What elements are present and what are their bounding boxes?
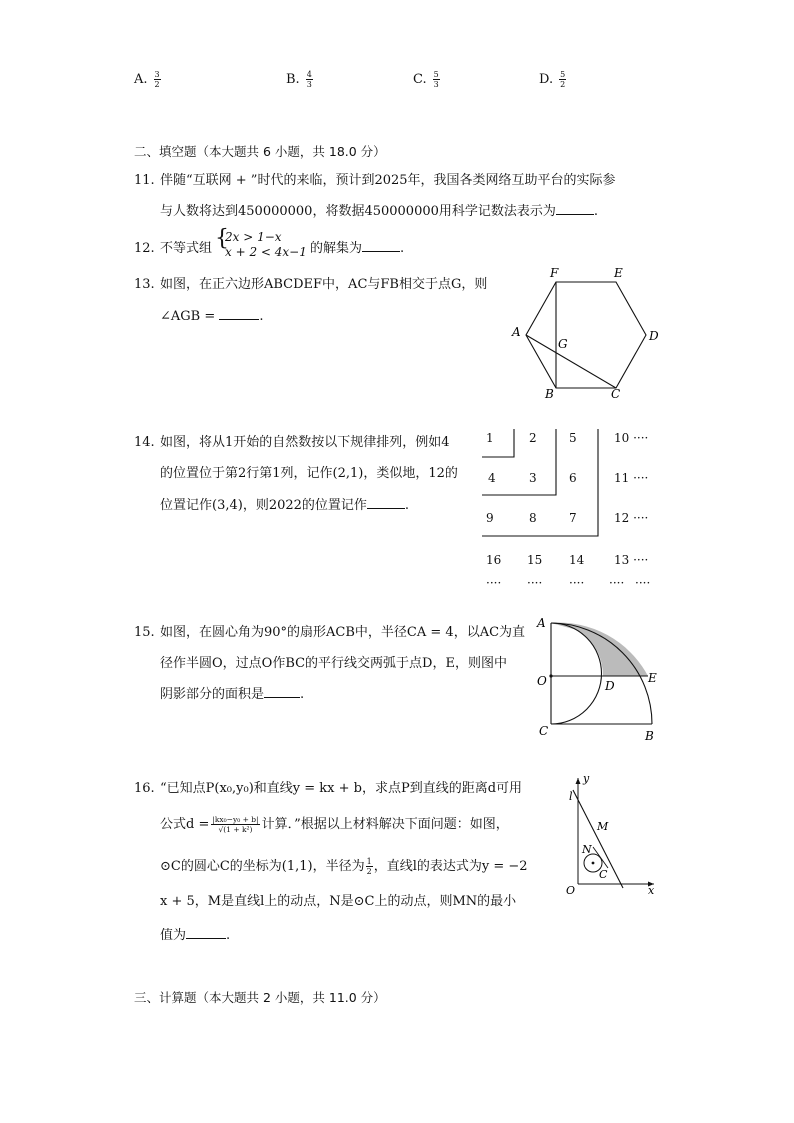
grid-ellipsis: ···· [486, 576, 502, 590]
label-n: N [582, 843, 592, 856]
question-16-line1: “已知点P(x₀,y₀)和直线y = kx + b，求点P到直线的距离d可用 [160, 781, 523, 796]
label-a: A [512, 325, 521, 339]
label-m: M [597, 820, 609, 833]
grid-cell: 2 [529, 431, 537, 445]
label-b: B [545, 387, 554, 401]
hexagon-shape [526, 282, 646, 388]
shaded-region [551, 623, 648, 676]
question-14-line2: 的位置位于第2行第1列，记作(2,1)，类似地，12的 [160, 466, 458, 481]
label-e: E [614, 266, 623, 280]
grid-lines [478, 425, 663, 595]
question-13-number: 13. [134, 277, 155, 292]
grid-cell: 1 [486, 431, 494, 445]
grid-ellipsis: ···· [569, 576, 585, 590]
label-c: C [599, 868, 608, 881]
hexagon-figure [505, 262, 665, 402]
label-c: C [539, 724, 549, 738]
sector-figure [533, 612, 665, 747]
label-l: l [569, 790, 573, 803]
question-13-line1: 如图，在正六边形ABCDEF中，AC与FB相交于点G，则 [160, 277, 488, 292]
question-12-prefix: 不等式组 [160, 241, 213, 256]
option-b: B. $\frac{4}{3}$ [286, 70, 312, 89]
question-12-number: 12. [134, 241, 155, 256]
grid-cell: 16 [486, 553, 502, 567]
question-13-line2: ∠AGB = . [160, 309, 264, 324]
label-y: y [583, 772, 590, 785]
grid-cell: 9 [486, 511, 494, 525]
answer-blank[interactable] [556, 214, 594, 215]
grid-cell: 8 [529, 511, 537, 525]
grid-cell: 13 ···· [614, 553, 649, 567]
grid-ellipsis: ···· [527, 576, 543, 590]
question-12-suffix: 的解集为 . [310, 241, 405, 256]
grid-cell: 14 [569, 553, 585, 567]
grid-cell: 12 ···· [614, 511, 649, 525]
grid-cell: 10 ···· [614, 431, 649, 445]
question-11-number: 11. [134, 173, 155, 188]
brace-symbol: { [215, 226, 229, 251]
grid-cell: 11 ···· [614, 471, 649, 485]
grid-cell: 6 [569, 471, 577, 485]
answer-blank[interactable] [219, 319, 259, 320]
grid-cell: 3 [529, 471, 537, 485]
question-14-line1: 如图，将从1开始的自然数按以下规律排列，例如4 [160, 435, 450, 450]
label-d: D [605, 679, 615, 693]
inequality-1: 2x > 1−x [225, 230, 282, 244]
point-o [549, 674, 552, 677]
label-d: D [649, 329, 659, 343]
label-g: G [558, 337, 568, 351]
grid-cell: 5 [569, 431, 577, 445]
answer-blank[interactable] [186, 938, 226, 939]
coordinate-figure [562, 772, 662, 898]
question-15-line2: 径作半圆O，过点O作BC的平行线交两弧于点D，E，则图中 [160, 656, 507, 671]
question-16-number: 16. [134, 781, 155, 796]
option-c: C. $\frac{5}{3}$ [413, 70, 439, 89]
grid-cell: 7 [569, 511, 577, 525]
question-14-number: 14. [134, 435, 155, 450]
question-16-line3: ⊙C的圆心C的坐标为(1,1)，半径为 $\frac{1}{2}$ ，直线l的表达式为y = −2 [160, 857, 528, 876]
question-16-line4: x + 5，M是直线l上的动点，N是⊙C上的动点，则MN的最小 [160, 894, 517, 909]
question-15-number: 15. [134, 625, 155, 640]
label-o: O [566, 884, 576, 897]
question-14-line3: 位置记作(3,4)，则2022的位置记作 . [160, 498, 410, 513]
question-16-line5: 值为 . [160, 928, 231, 943]
segment-ac [526, 335, 616, 388]
question-15-line1: 如图，在圆心角为90°的扇形ACB中，半径CA = 4，以AC为直 [160, 625, 526, 640]
grid-cell: 15 [527, 553, 543, 567]
label-f: F [550, 266, 559, 280]
number-grid [478, 425, 663, 595]
question-16-line2: 公式d = $\frac{\text{|kx₀−y₀ + b|}}{\text{√(1 + k²)}}$ 计算．”根据以上材料解决下面问题：如图， [160, 815, 509, 834]
label-c: C [611, 387, 621, 401]
grid-cell: 4 [488, 471, 496, 485]
line-l [573, 790, 623, 888]
grid-ellipsis: ···· [609, 576, 625, 590]
grid-ellipsis: ···· [635, 576, 651, 590]
answer-blank[interactable] [264, 697, 300, 698]
label-b: B [645, 729, 654, 743]
label-x: x [648, 884, 655, 897]
question-11-line1: 伴随“互联网 + ”时代的来临，预计到2025年，我国各类网络互助平台的实际参 [160, 173, 616, 188]
question-15-line3: 阴影部分的面积是 . [160, 687, 305, 702]
label-e: E [648, 671, 657, 685]
inequality-2: x + 2 < 4x−1 [225, 245, 307, 259]
section-title-calculation: 三、计算题（本大题共 2 小题，共 11.0 分） [134, 990, 386, 1005]
answer-blank[interactable] [362, 251, 400, 252]
section-title-fill-in: 二、填空题（本大题共 6 小题，共 18.0 分） [134, 144, 386, 159]
option-d: D. $\frac{5}{2}$ [539, 70, 566, 89]
option-a: A. $\frac{3}{2}$ [134, 70, 160, 89]
label-a: A [537, 616, 546, 630]
label-o: O [537, 674, 547, 688]
answer-blank[interactable] [367, 508, 405, 509]
question-11-line2: 与人数将达到450000000，将数据450000000用科学记数法表示为 . [160, 204, 599, 219]
